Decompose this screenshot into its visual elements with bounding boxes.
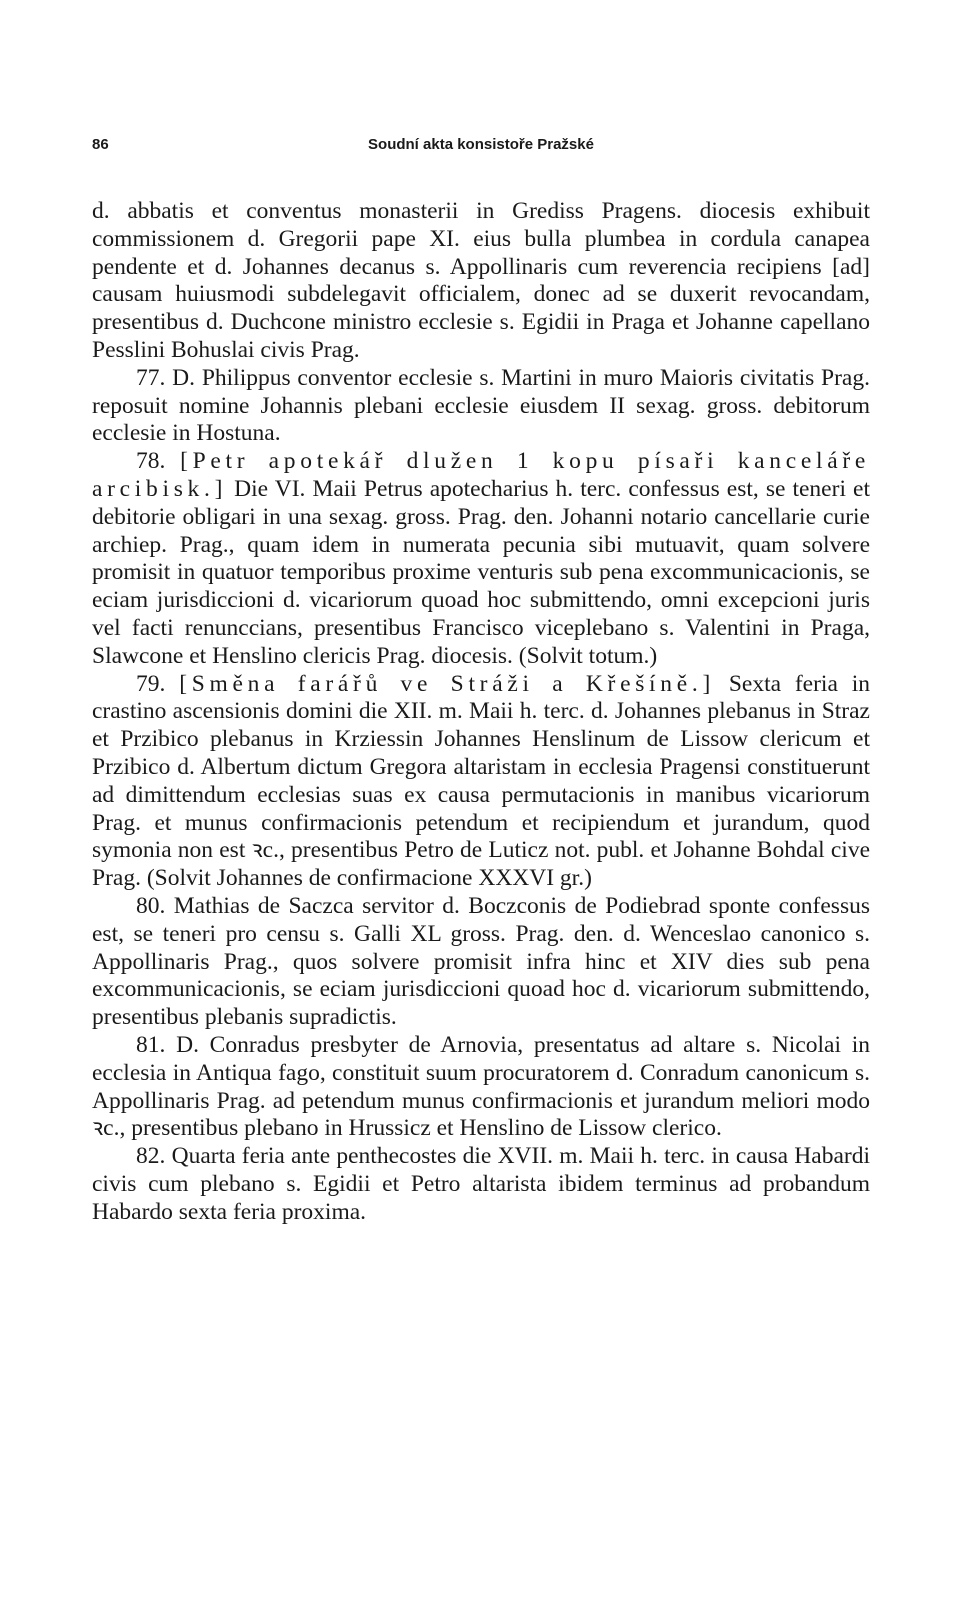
paragraph-text: 81. D. Conradus presbyter de Arnovia, presentatus ad altare s. Nicolai in ecclesia in Antiqua fago, constituit suum procuratorem d. Conradum canonicum s. Appollinaris Prag. ad petendum munus confirmacionis et jurandum meliori modo ꝛc., presentibus plebano in Hrussicz et Henslino de Lissow clerico. bbox=[92, 1031, 870, 1142]
paragraph-text: d. abbatis et conventus monasterii in Grediss Pragens. diocesis exhibuit commissionem d. Gregorii pape XI. eius bulla plumbea in cordula canapea pendente et d. Johannes decanus s. Appollinaris cum reverencia recipiens [ad] causam huiusmodi subdelegavit officialem, donec ad se duxerit revocandam, presentibus d. Duchcone ministro ecclesie s. Egidii in Praga et Johanne capellano Pesslini Bohuslai civis Prag. bbox=[92, 198, 870, 363]
page-header bbox=[92, 136, 870, 160]
page-number: 86 bbox=[92, 136, 109, 153]
entry-79 bbox=[92, 671, 870, 893]
entry-number: 79. bbox=[136, 670, 166, 697]
paragraph-text: 80. Mathias de Saczca servitor d. Boczconis de Podiebrad sponte confessus est, se teneri pro censu s. Galli XL gross. Prag. den. d. Wenceslao canonico s. Appollinaris Prag., quos solvere promisit infra hinc et XIV dies sub pena excommunicacionis, se eciam jurisdiccioni quoad hoc d. vicariorum submittendo, presentibus plebanis supradictis. bbox=[92, 892, 870, 1031]
entry-heading: [Petr apotekář dlužen 1 kopu písaři kanceláře arcibisk.] bbox=[92, 448, 871, 502]
paragraph-text: Sexta feria in crastino ascensionis domini die XII. m. Maii h. terc. d. Johannes plebanus in Straz et Przibico plebanus in Krziessin Johannes Henslinum de Lissow clericum et Przibico d. Albertum dictum Gregora altaristam in ecclesia Pragensi constituerunt ad dimittendum ecclesias suas ex causa permutacionis in manibus vicariorum Prag. et munus confirmacionis petendum et recipiendum et jurandum, quod symonia non est ꝛc., presentibus Petro de Luticz not. publ. et Johanne Bohdal cive Prag. (Solvit Johannes de confirmacione XXXVI gr.) bbox=[92, 670, 871, 892]
entry-78 bbox=[92, 448, 870, 670]
entry-77 bbox=[92, 365, 870, 448]
paragraph-text: 77. D. Philippus conventor ecclesie s. Martini in muro Maioris civitatis Prag. reposuit nomine Johannis plebani ecclesie eiusdem II sexag. gross. debitorum ecclesie in Hostuna. bbox=[92, 364, 870, 447]
running-title: Soudní akta konsistoře Pražské bbox=[368, 136, 594, 153]
entry-number: 78. bbox=[136, 448, 166, 475]
body-text bbox=[92, 198, 870, 1226]
entry-heading: [Směna farářů ve Stráži a Křešíně.] bbox=[179, 670, 715, 697]
paragraph-text: 82. Quarta feria ante penthecostes die XVII. m. Maii h. terc. in causa Habardi civis cum plebano s. Egidii et Petro altarista ibidem terminus ad probandum Habardo sexta feria proxima. bbox=[92, 1143, 870, 1225]
entry-81 bbox=[92, 1032, 870, 1143]
paragraph-text: Die VI. Maii Petrus apotecharius h. terc. confessus est, se teneri et debitorie obligari in una sexag. gross. Prag. den. Johanni notario cancellarie curie archiep. Prag., quam idem in numerata pecunia sibi mutuavit, quam solvere promisit in quatuor temporibus proxime venturis sub pena excommunicacionis, se eciam jurisdiccioni d. vicariorum quoad hoc submittendo, omni excepcioni juris vel facti renunccians, presentibus Francisco viceplebano s. Valentini in Praga, Slawcone et Henslino clericis Prag. diocesis. (Solvit totum.) bbox=[92, 475, 870, 669]
entry-80 bbox=[92, 893, 870, 1032]
paragraph-continuation bbox=[92, 198, 870, 365]
entry-82 bbox=[92, 1143, 870, 1226]
